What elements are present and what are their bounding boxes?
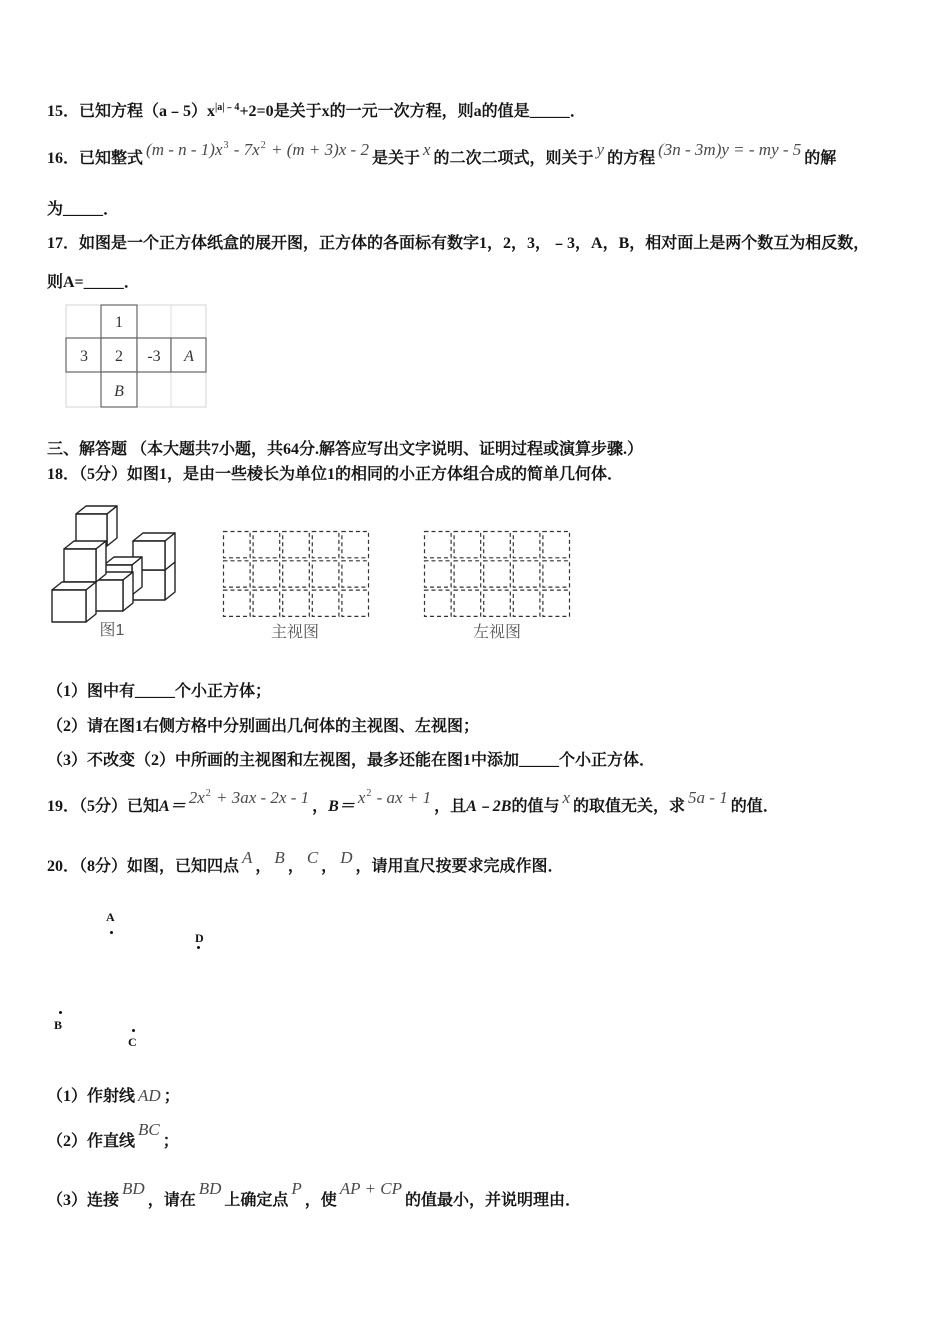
answer-blank: _____ bbox=[529, 103, 570, 120]
question-15 bbox=[47, 101, 586, 125]
question-text: 个小正方体； bbox=[175, 683, 272, 700]
answer-blank: _____ bbox=[63, 201, 104, 218]
net-label-bottom: B bbox=[114, 383, 124, 400]
expression-a-label: A＝ bbox=[159, 798, 186, 815]
left-view-grid-cell bbox=[425, 590, 452, 616]
front-view-grid bbox=[218, 526, 376, 622]
cube-front-face bbox=[93, 580, 123, 611]
net-label-middle-4: A bbox=[184, 348, 194, 365]
question-text: ； bbox=[162, 1133, 179, 1150]
point-a-dot bbox=[110, 931, 113, 934]
segment-bd: BD bbox=[198, 1179, 222, 1198]
question-18 bbox=[47, 464, 623, 486]
cube-side-face bbox=[86, 582, 96, 622]
front-view-grid-cell bbox=[224, 561, 251, 587]
math-part: - 7x bbox=[229, 140, 260, 159]
question-number: 19．（5分）已知 bbox=[47, 798, 160, 815]
question-text: 的方程 bbox=[607, 150, 656, 167]
question-16-continued bbox=[47, 199, 119, 221]
math-part: + (m + 3)x - 2 bbox=[266, 140, 369, 159]
unit-cube bbox=[64, 541, 106, 582]
question-text: ，使 bbox=[304, 1192, 337, 1209]
point-d-dot bbox=[197, 946, 200, 949]
left-view-grid-cell bbox=[513, 590, 540, 616]
question-17 bbox=[47, 233, 869, 255]
question-text: 的值最小，并说明理由． bbox=[404, 1192, 581, 1209]
question-20-part-3 bbox=[47, 1179, 581, 1212]
left-view-grid-cell bbox=[513, 532, 540, 558]
math-part: - ax + 1 bbox=[372, 788, 432, 807]
question-text: ，且 bbox=[434, 798, 467, 815]
point-c-label: C bbox=[128, 1035, 137, 1049]
question-text: 20．（8分）如图，已知四点 bbox=[47, 858, 240, 875]
question-text: ， bbox=[287, 858, 304, 875]
math-variable-x: x bbox=[562, 788, 571, 807]
cube-front-face bbox=[64, 549, 96, 582]
left-view-grid-cell bbox=[484, 532, 511, 558]
question-text: （3）不改变（2）中所画的主视图和左视图，最多还能在图1中添加 bbox=[47, 752, 520, 769]
question-text: （3）连接 bbox=[47, 1192, 120, 1209]
question-text: （1）图中有 bbox=[47, 683, 136, 700]
question-20-part-1 bbox=[47, 1085, 180, 1108]
math-part: (m - n - 1)x bbox=[146, 140, 223, 159]
left-view-grid-cell bbox=[484, 590, 511, 616]
figure-1-caption: 图1 bbox=[99, 622, 125, 639]
left-view-caption: 左视图 bbox=[472, 624, 521, 641]
net-label-middle-2: 2 bbox=[115, 348, 123, 365]
front-view-grid-cell bbox=[253, 532, 280, 558]
math-polynomial bbox=[146, 140, 369, 159]
front-view-grid-cell bbox=[283, 532, 310, 558]
cube-side-face bbox=[96, 541, 106, 582]
section-title: 三、解答题 bbox=[47, 441, 128, 458]
point-b-ref: B bbox=[274, 848, 285, 867]
math-part: x bbox=[357, 788, 366, 807]
question-18-part-3 bbox=[47, 750, 655, 772]
exponent: 2 bbox=[260, 140, 266, 151]
question-text: ，请用直尺按要求完成作图． bbox=[355, 858, 564, 875]
front-view-grid-cell bbox=[342, 561, 369, 587]
question-text: 已知整式 bbox=[79, 150, 144, 167]
front-view-grid-cell bbox=[342, 532, 369, 558]
net-label-middle-3: -3 bbox=[147, 348, 161, 365]
expression-b-label: B＝ bbox=[328, 798, 355, 815]
expression-b bbox=[358, 788, 431, 807]
question-17-continued bbox=[47, 272, 140, 294]
question-text: （2）作直线 bbox=[47, 1133, 136, 1150]
point-b-dot bbox=[59, 1011, 62, 1014]
question-text: ． bbox=[123, 274, 140, 291]
point-a-label: A bbox=[106, 910, 115, 924]
question-text: ． bbox=[103, 201, 120, 218]
question-18-part-2 bbox=[47, 716, 479, 738]
point-d-ref: D bbox=[340, 848, 353, 867]
question-text: 是关于 bbox=[371, 150, 420, 167]
question-text: 如图是一个正方体纸盒的展开图，正方体的各面标有数字1，2，3，﹣3，A，B，相对面上是两个数互为相反数， bbox=[79, 235, 870, 252]
point-p-ref: P bbox=[291, 1179, 302, 1198]
unit-cube bbox=[52, 582, 96, 622]
question-text: ， bbox=[321, 858, 338, 875]
left-view-grid-cell bbox=[543, 590, 570, 616]
question-text: （1）作射线 bbox=[47, 1088, 136, 1105]
left-view-grid-cell bbox=[454, 532, 481, 558]
front-view-grid-cell bbox=[283, 561, 310, 587]
math-variable-y: y bbox=[596, 140, 605, 159]
front-view-caption: 主视图 bbox=[270, 624, 319, 641]
math-equation: (3n - 3m)y = - my - 5 bbox=[658, 140, 802, 159]
left-view-grid-cell bbox=[543, 561, 570, 587]
point-a-ref: A bbox=[242, 848, 253, 867]
exponent: 2 bbox=[366, 788, 372, 799]
question-text: 的解 bbox=[804, 150, 837, 167]
cube-stack-figure bbox=[40, 495, 190, 630]
question-text: 的值与 bbox=[511, 798, 560, 815]
math-part: 2x bbox=[188, 788, 205, 807]
cube-front-face bbox=[52, 590, 86, 622]
left-view-grid-cell bbox=[543, 532, 570, 558]
question-text: 已知方程（a﹣5）x bbox=[79, 103, 216, 120]
question-number: 15． bbox=[47, 103, 80, 120]
question-text: （2）请在图1右侧方格中分别画出几何体的主视图、左视图； bbox=[47, 718, 480, 735]
expression-a-minus-2b: A﹣2B bbox=[466, 798, 512, 815]
exponent: 3 bbox=[223, 140, 229, 151]
question-20 bbox=[47, 848, 564, 878]
point-d-label: D bbox=[195, 931, 204, 945]
question-text: 的取值无关，求 bbox=[573, 798, 686, 815]
answer-blank: _____ bbox=[135, 683, 176, 700]
question-text: +2=0是关于x的一元一次方程，则a的值是 bbox=[239, 103, 530, 120]
question-19 bbox=[47, 788, 779, 820]
question-text: ，请在 bbox=[147, 1192, 196, 1209]
front-view-grid-cell bbox=[224, 532, 251, 558]
ray-ad: AD bbox=[138, 1086, 161, 1105]
sum-ap-cp: AP + CP bbox=[339, 1179, 402, 1198]
question-text: 的值． bbox=[730, 798, 779, 815]
question-number: 16． bbox=[47, 150, 80, 167]
point-b-label: B bbox=[54, 1018, 63, 1032]
question-text: 的二次二项式，则关于 bbox=[433, 150, 594, 167]
front-view-grid-cell bbox=[312, 532, 339, 558]
left-view-grid-cell bbox=[484, 561, 511, 587]
front-view-grid-cell bbox=[312, 590, 339, 616]
unit-cube bbox=[76, 506, 117, 546]
math-expression: 5a - 1 bbox=[688, 788, 728, 807]
question-number: 17． bbox=[47, 235, 80, 252]
question-text: ； bbox=[163, 1088, 180, 1105]
segment-bd: BD bbox=[122, 1179, 145, 1198]
net-label-top: 1 bbox=[115, 314, 123, 331]
expression-a bbox=[189, 788, 309, 807]
section-heading bbox=[47, 439, 643, 461]
question-text: ， bbox=[255, 858, 272, 875]
net-label-middle-1: 3 bbox=[80, 348, 88, 365]
left-view-grid-cell bbox=[425, 532, 452, 558]
front-view-grid-cell bbox=[312, 561, 339, 587]
exponent: |a|﹣4 bbox=[215, 102, 240, 113]
exponent: 2 bbox=[205, 788, 211, 799]
question-text: 上确定点 bbox=[224, 1192, 289, 1209]
question-text: ， bbox=[312, 798, 329, 815]
point-c-dot bbox=[132, 1029, 135, 1032]
front-view-grid-cell bbox=[224, 590, 251, 616]
question-16 bbox=[47, 140, 837, 172]
section-note: （本大题共7小题，共64分.解答应写出文字说明、证明过程或演算步骤.） bbox=[131, 441, 644, 458]
cube-net-figure bbox=[62, 300, 212, 412]
question-text: 则A= bbox=[47, 274, 84, 291]
question-text: 18．（5分）如图1，是由一些棱长为单位1的相同的小正方体组合成的简单几何体． bbox=[47, 466, 624, 483]
left-view-grid-cell bbox=[454, 590, 481, 616]
question-text: 个小正方体． bbox=[559, 752, 656, 769]
front-view-grid-cell bbox=[253, 561, 280, 587]
question-20-part-2 bbox=[47, 1120, 179, 1153]
answer-blank: _____ bbox=[519, 752, 560, 769]
question-text: 为 bbox=[47, 201, 64, 218]
front-view-grid-cell bbox=[253, 590, 280, 616]
math-variable-x: x bbox=[422, 140, 431, 159]
left-view-grid-cell bbox=[454, 561, 481, 587]
math-part: + 3ax - 2x - 1 bbox=[211, 788, 310, 807]
left-view-grid-cell bbox=[425, 561, 452, 587]
answer-blank: _____ bbox=[83, 274, 124, 291]
line-bc: BC bbox=[138, 1120, 160, 1139]
front-view-grid-cell bbox=[342, 590, 369, 616]
left-view-grid bbox=[419, 526, 577, 622]
question-18-part-1 bbox=[47, 681, 271, 703]
point-c-ref: C bbox=[306, 848, 319, 867]
question-text: ． bbox=[569, 103, 586, 120]
cube-side-face bbox=[107, 506, 117, 546]
front-view-grid-cell bbox=[283, 590, 310, 616]
left-view-grid-cell bbox=[513, 561, 540, 587]
